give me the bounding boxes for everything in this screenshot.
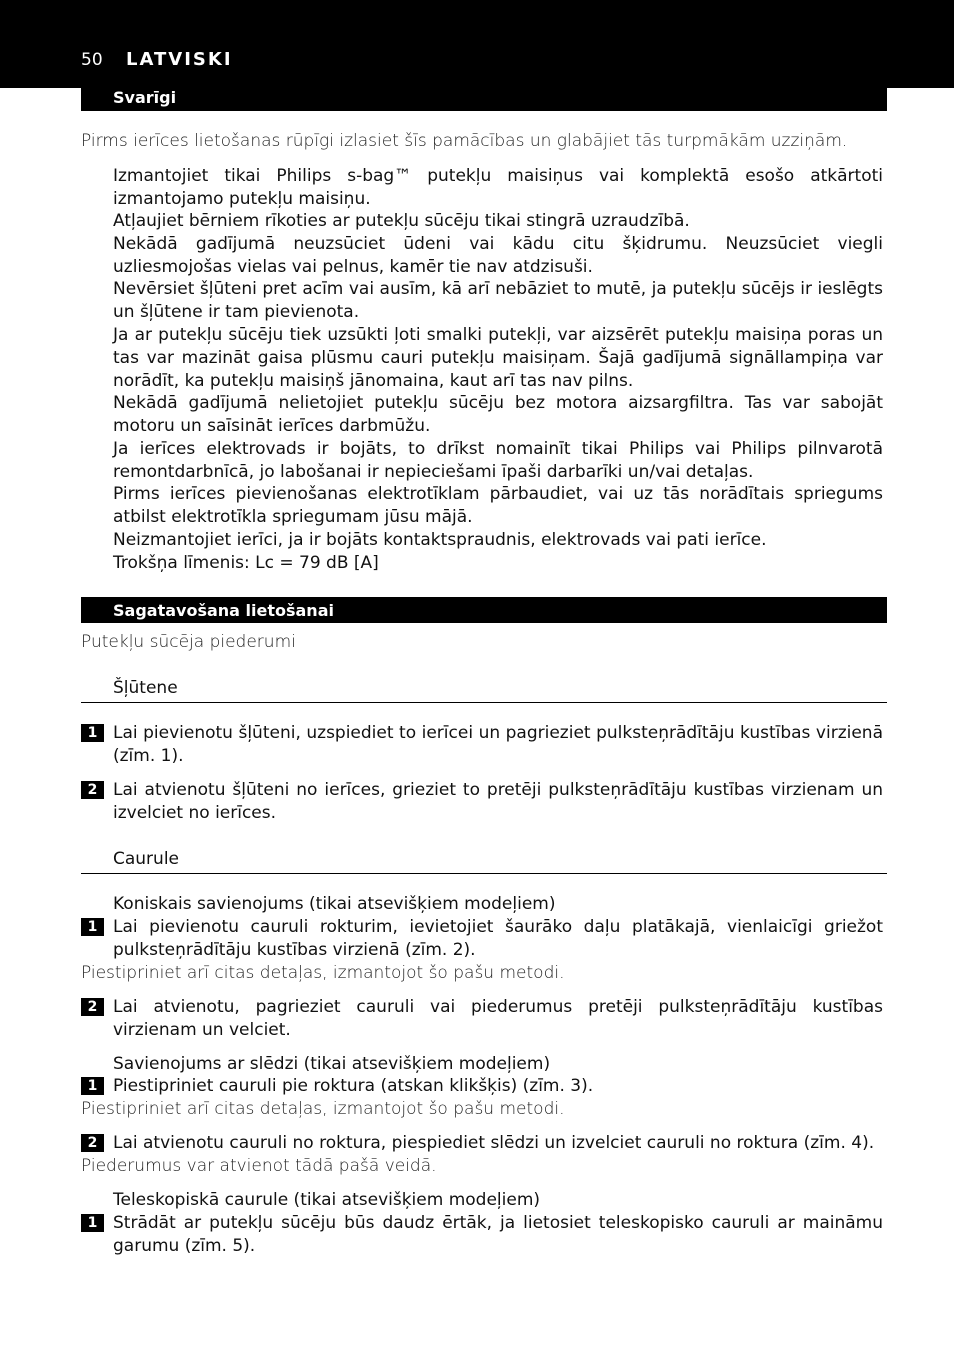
list-item: Izmantojiet tikai Philips s-bag™ putekļu maisiņus vai komplektā esošo atkārtoti izmantojamo putekļu maisiņu. bbox=[113, 166, 883, 209]
switch-heading: Savienojums ar slēdzi (tikai atsevišķiem modeļiem) bbox=[113, 1054, 551, 1074]
list-item: Nekādā gadījumā neuzsūciet ūdeni vai kādu citu šķidrumu. Neuzsūciet viegli uzliesmojošas vielas vai pelnus, kamēr tie nav atdzisuši. bbox=[113, 234, 883, 277]
step-number: 2 bbox=[81, 781, 104, 799]
section-title-important: Svarīgi bbox=[113, 88, 177, 107]
step-number: 1 bbox=[81, 918, 104, 936]
step-text: Strādāt ar putekļu sūcēju būs daudz ērtāk, ja lietosiet teleskopisko cauruli ar maināmu garumu (zīm. 5). bbox=[113, 1213, 883, 1256]
step-text: Lai pievienotu šļūteni, uzspiediet to ierīcei un pagrieziet pulksteņrādītāju kustības virzienā (zīm. 1). bbox=[113, 723, 883, 766]
conical-heading: Koniskais savienojums (tikai atsevišķiem modeļiem) bbox=[113, 894, 556, 914]
section-title-preparation: Sagatavošana lietošanai bbox=[113, 601, 334, 620]
step-number: 1 bbox=[81, 1077, 104, 1095]
telescopic-heading: Teleskopiskā caurule (tikai atsevišķiem modeļiem) bbox=[113, 1190, 541, 1210]
accessories-intro: Putekļu sūcēja piederumi bbox=[81, 632, 296, 652]
list-item: Ja ierīces elektrovads ir bojāts, to drīkst nomainīt tikai Philips vai Philips pilnvarotā remontdarbnīcā, jo labošanai ir nepieciešami īpaši darbarīki un/vai detaļas. bbox=[113, 439, 883, 482]
step-number: 2 bbox=[81, 1134, 104, 1152]
step-number: 1 bbox=[81, 1214, 104, 1232]
list-item: Ja ar putekļu sūcēju tiek uzsūkti ļoti smalki putekļi, var aizsērēt putekļu maisiņa poras un tas var mazināt gaisa plūsmu cauri putekļu maisiņam. Šajā gadījumā signāllampiņa var norādīt, ka putekļu maisiņš jānomaina, kaut arī tas nav pilns. bbox=[113, 325, 883, 391]
page-number: 50 bbox=[81, 50, 103, 70]
list-item: Atļaujiet bērniem rīkoties ar putekļu sūcēju tikai stingrā uzraudzībā. bbox=[113, 211, 690, 231]
note-text: Piestipriniet arī citas detaļas, izmantojot šo pašu metodi. bbox=[81, 963, 565, 983]
list-item: Pirms ierīces pievienošanas elektrotīklam pārbaudiet, vai uz tās norādītais spriegums atbilst elektrotīkla spriegumam jūsu mājā. bbox=[113, 484, 883, 527]
list-item: Neizmantojiet ierīci, ja ir bojāts kontaktspraudnis, elektrovads vai pati ierīce. bbox=[113, 530, 767, 550]
list-item: Trokšņa līmenis: Lc = 79 dB [A] bbox=[113, 553, 379, 573]
step-text: Piestipriniet cauruli pie roktura (atskan klikšķis) (zīm. 3). bbox=[113, 1076, 594, 1096]
language-title: LATVISKI bbox=[126, 49, 233, 70]
step-number: 1 bbox=[81, 724, 104, 742]
step-text: Lai pievienotu cauruli rokturim, ievietojiet šaurāko daļu platākajā, vienlaicīgi griežot pulksteņrādītāju kustības virzienā (zīm. 2). bbox=[113, 917, 883, 960]
header-bar bbox=[0, 0, 954, 88]
section-bar-preparation bbox=[81, 597, 887, 623]
step-number: 2 bbox=[81, 998, 104, 1016]
section-bar-important bbox=[81, 85, 887, 111]
hose-heading: Šļūtene bbox=[113, 678, 178, 698]
note-text: Piederumus var atvienot tādā pašā veidā. bbox=[81, 1156, 437, 1176]
divider bbox=[81, 702, 887, 703]
tube-heading: Caurule bbox=[113, 849, 180, 869]
list-item: Nekādā gadījumā nelietojiet putekļu sūcēju bez motora aizsargfiltra. Tas var sabojāt motoru un saīsināt ierīces darbmūžu. bbox=[113, 393, 883, 436]
list-item: Nevērsiet šļūteni pret acīm vai ausīm, kā arī nebāziet to mutē, ja putekļu sūcējs ir ieslēgts un šļūtene ir tam pievienota. bbox=[113, 279, 883, 322]
step-text: Lai atvienotu cauruli no roktura, piespiediet slēdzi un izvelciet cauruli no roktura (zīm. 4). bbox=[113, 1133, 875, 1153]
step-text: Lai atvienotu, pagrieziet cauruli vai piederumus pretēji pulksteņrādītāju kustības virzienam un velciet. bbox=[113, 997, 883, 1040]
intro-text: Pirms ierīces lietošanas rūpīgi izlasiet šīs pamācības un glabājiet tās turpmākām uzziņām. bbox=[81, 131, 848, 151]
divider bbox=[81, 873, 887, 874]
note-text: Piestipriniet arī citas detaļas, izmantojot šo pašu metodi. bbox=[81, 1099, 565, 1119]
step-text: Lai atvienotu šļūteni no ierīces, grieziet to pretēji pulksteņrādītāju kustības virzienam un izvelciet no ierīces. bbox=[113, 780, 883, 823]
